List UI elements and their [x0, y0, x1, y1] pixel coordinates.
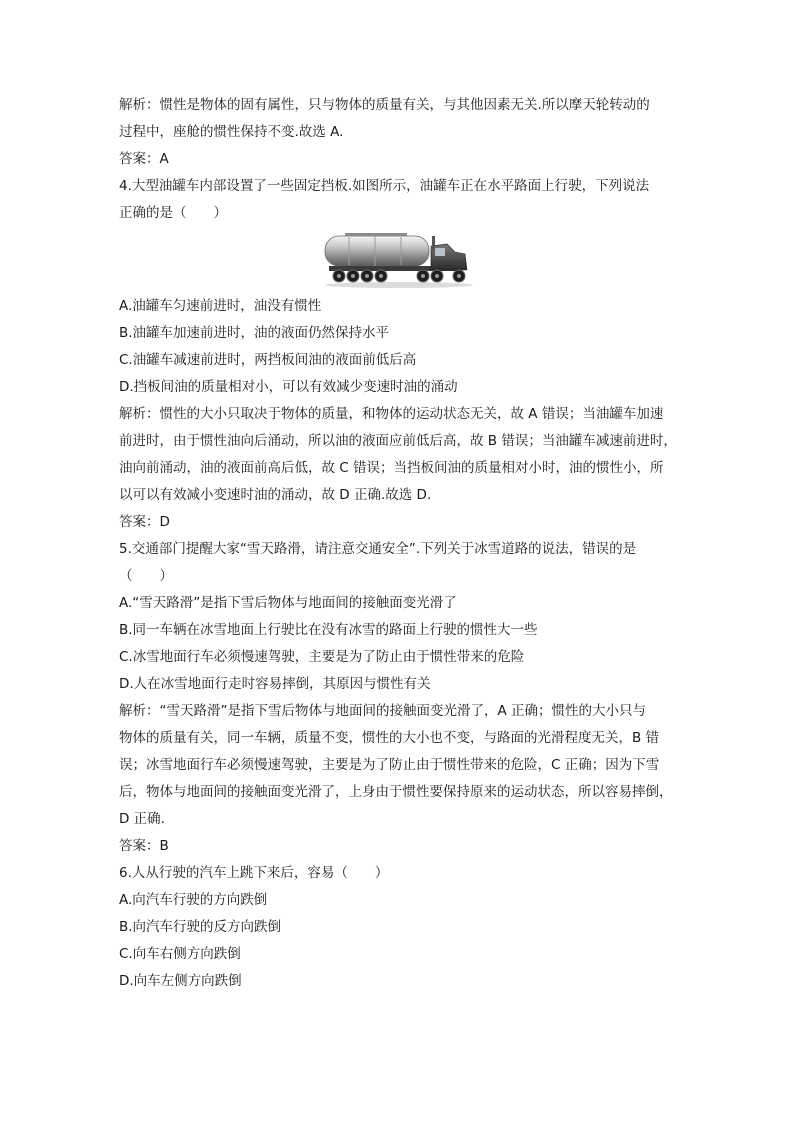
document-content	[119, 92, 679, 995]
q4-analysis-line: 前进时，由于惯性油向后涌动，所以油的液面应前低后高，故 B 错误；当油罐车减速前进时，	[119, 433, 677, 449]
q5-analysis-line: 误；冰雪地面行车必须慢速驾驶，主要是为了防止由于惯性带来的危险，C 正确；因为下雪	[119, 757, 660, 773]
q5-answer: 答案：B	[119, 838, 169, 854]
q5-analysis-line: 后，物体与地面间的接触面变光滑了，上身由于惯性要保持原来的运动状态，所以容易摔倒，	[119, 784, 673, 800]
q5-stem-line: （ ）	[119, 568, 173, 584]
q5-option-b: B.同一车辆在冰雪地面上行驶比在没有冰雪的路面上行驶的惯性大一些	[119, 622, 538, 638]
q5-option-d: D.人在冰雪地面行走时容易摔倒，其原因与惯性有关	[119, 676, 431, 692]
q5-analysis-line: D 正确.	[119, 811, 165, 827]
q4-answer: 答案：D	[119, 514, 170, 530]
q5-option-a: A.“雪天路滑”是指下雪后物体与地面间的接触面变光滑了	[119, 595, 457, 611]
q6-option-a: A.向汽车行驶的方向跌倒	[119, 892, 268, 908]
q4-option-a: A.油罐车匀速前进时，油没有惯性	[119, 298, 322, 314]
q6-option-d: D.向车左侧方向跌倒	[119, 973, 242, 989]
q6-option-c: C.向车右侧方向跌倒	[119, 946, 241, 962]
q3-analysis-line: 过程中，座舱的惯性保持不变.故选 A.	[119, 124, 344, 140]
q4-stem-line: 正确的是（ ）	[119, 205, 227, 221]
q6-option-b: B.向汽车行驶的反方向跌倒	[119, 919, 282, 935]
q5-analysis-line: 解析：“雪天路滑”是指下雪后物体与地面间的接触面变光滑了，A 正确；惯性的大小只与	[119, 703, 647, 719]
q4-option-b: B.油罐车加速前进时，油的液面仍然保持水平	[119, 325, 390, 341]
q5-option-c: C.冰雪地面行车必须慢速驾驶，主要是为了防止由于惯性带来的危险	[119, 649, 525, 665]
q5-stem-line: 5.交通部门提醒大家“雪天路滑，请注意交通安全”.下列关于冰雪道路的说法，错误的是	[119, 541, 637, 557]
q4-analysis-line: 油向前涌动，油的液面前高后低，故 C 错误；当挡板间油的质量相对小时，油的惯性小，所	[119, 460, 664, 476]
q5-analysis-line: 物体的质量有关，同一车辆，质量不变，惯性的大小也不变，与路面的光滑程度无关，B 错	[119, 730, 660, 746]
q3-analysis-line: 解析：惯性是物体的固有属性，只与物体的质量有关，与其他因素无关.所以摩天轮转动的	[119, 97, 650, 113]
q4-option-d: D.挡板间油的质量相对小，可以有效减少变速时油的涌动	[119, 379, 458, 395]
q4-analysis-line: 以可以有效减小变速时油的涌动，故 D 正确.故选 D.	[119, 487, 432, 503]
q4-option-c: C.油罐车减速前进时，两挡板间油的液面前低后高	[119, 352, 417, 368]
q3-answer: 答案：A	[119, 151, 169, 167]
q6-stem-line: 6.人从行驶的汽车上跳下来后，容易（ ）	[119, 865, 389, 881]
tanker-truck-figure	[119, 227, 679, 293]
q4-stem-line: 4.大型油罐车内部设置了一些固定挡板.如图所示，油罐车正在水平路面上行驶，下列说法	[119, 178, 650, 194]
tanker-truck-image	[319, 230, 473, 290]
q4-analysis-line: 解析：惯性的大小只取决于物体的质量，和物体的运动状态无关，故 A 错误；当油罐车加速	[119, 406, 664, 422]
